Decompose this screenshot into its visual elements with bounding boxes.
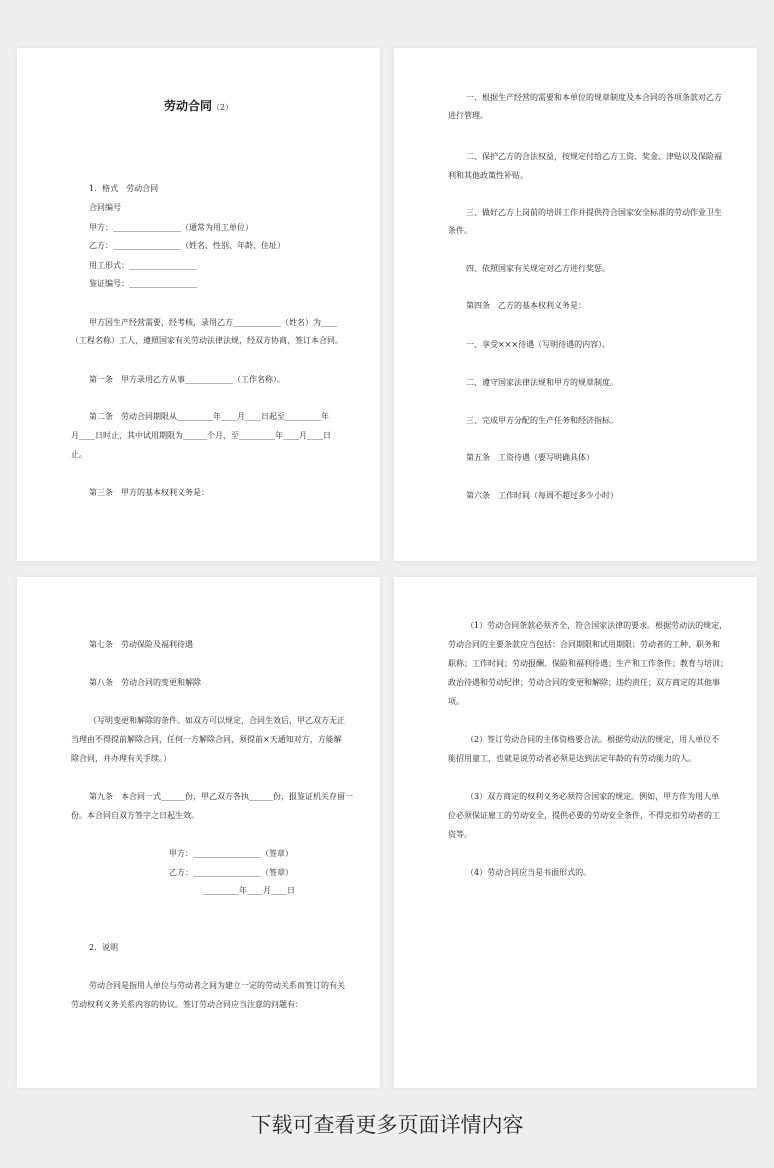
text-line: 第八条 劳动合同的变更和解除 bbox=[89, 678, 201, 687]
text-line: 第四条 乙方的基本权利义务是： bbox=[466, 301, 586, 310]
signature-line-party-b: 乙方：_________________（签章） bbox=[169, 868, 293, 877]
text-line: （1）劳动合同条款必须齐全，符合国家法律的要求。根据劳动法的规定， bbox=[466, 621, 728, 630]
text-line: 条件。 bbox=[448, 226, 472, 235]
footer-caption: 下载可查看更多页面详情内容 bbox=[250, 1113, 524, 1137]
text-line: 合同编号 bbox=[89, 203, 121, 212]
text-line: 鉴证编号：_________________ bbox=[89, 279, 197, 288]
text-line: 第七条 劳动保险及福利待遇 bbox=[89, 640, 193, 649]
text-line: 二、保护乙方的合法权益，按规定付给乙方工资、奖金、津贴以及保险福 bbox=[466, 152, 722, 161]
text-line: 一、根据生产经营的需要和本单位的规章制度及本合同的各项条款对乙方 bbox=[466, 93, 722, 102]
text-line: （工程名称）工人，遵照国家有关劳动法律法规，经双方协商，签订本合同。 bbox=[71, 336, 343, 345]
text-line: 职称；工作时间；劳动报酬、保险和福利待遇；生产和工作条件；教育与培训； bbox=[448, 659, 728, 668]
signature-line-party-a: 甲方：_________________（签章） bbox=[169, 849, 293, 858]
text-line: 甲方因生产经营需要，经考核，录用乙方____________（姓名）为____ bbox=[89, 318, 337, 327]
section-heading: 2．说明 bbox=[89, 943, 119, 952]
text-line: 一、享受×××待遇（写明待遇的内容）。 bbox=[466, 340, 611, 349]
text-line: 乙方：_________________（姓名、性别、年龄、住址） bbox=[89, 241, 285, 250]
text-line: （写明变更和解除的条件。如双方可以规定，合同生效后，甲乙双方无正 bbox=[89, 716, 345, 725]
document-page-1 bbox=[17, 48, 380, 561]
document-page-4 bbox=[394, 577, 757, 1088]
text-line: 第三条 甲方的基本权利义务是： bbox=[89, 488, 209, 497]
text-line: 止。 bbox=[71, 450, 87, 459]
title-text: 劳动合同 bbox=[163, 99, 212, 113]
title-suffix: （2） bbox=[211, 103, 234, 112]
text-line: 第九条 本合同一式______份，甲乙双方各执______份，报鉴证机关存留一 bbox=[89, 792, 353, 801]
text-line: 月____日时止，其中试用期限为______个月，至_________年____月____日 bbox=[71, 431, 331, 440]
text-line: 位必须保证雇工的劳动安全，提供必要的劳动安全条件，不得克扣劳动者的工 bbox=[448, 811, 720, 820]
text-line: 能招用童工，也就是说劳动者必须是达到法定年龄的有劳动能力的人。 bbox=[448, 754, 696, 763]
text-line: （4）劳动合同应当是书面形式的。 bbox=[466, 868, 592, 877]
text-line: （3）双方商定的权利义务必须符合国家的规定。例如，甲方作为用人单 bbox=[466, 792, 720, 801]
text-line: 利和其他政策性补贴。 bbox=[448, 171, 528, 180]
text-line: 资等。 bbox=[448, 830, 472, 839]
text-line: 1．格式 劳动合同 bbox=[89, 184, 159, 193]
text-line: 劳动合同是指用人单位与劳动者之间为建立一定的劳动关系而签订的有关 bbox=[89, 981, 345, 990]
text-line: 份。本合同自双方签字之日起生效。 bbox=[71, 811, 199, 820]
document-page-2 bbox=[394, 48, 757, 561]
text-line: 第五条 工资待遇（要写明确具体） bbox=[466, 453, 594, 462]
text-line: 劳动权利义务关系内容的协议。签订劳动合同应当注意的问题有： bbox=[71, 1000, 303, 1009]
text-line: 项。 bbox=[448, 697, 464, 706]
text-line: 当理由不得提前解除合同，任何一方解除合同，须提前×天通知对方，方能解 bbox=[71, 735, 342, 744]
document-title bbox=[17, 95, 380, 114]
text-line: 政治待遇和劳动纪律；劳动合同的变更和解除；违约责任；双方商定的其他事 bbox=[448, 678, 720, 687]
text-line: 第二条 劳动合同期限从_________年____月____日起至_________年 bbox=[89, 412, 329, 421]
text-line: 三、做好乙方上岗前的培训工作并提供符合国家安全标准的劳动作业卫生 bbox=[466, 208, 722, 217]
text-line: （2）签订劳动合同的主体资格要合法。根据劳动法的规定，用人单位不 bbox=[466, 735, 720, 744]
text-line: 三、完成甲方分配的生产任务和经济指标。 bbox=[466, 416, 618, 425]
text-line: 劳动合同的主要条款应当包括：合同期限和试用期限；劳动者的工种、职务和 bbox=[448, 640, 720, 649]
document-page-3 bbox=[17, 577, 380, 1088]
text-line: 用工形式：_________________ bbox=[89, 261, 197, 270]
text-line: 四、依照国家有关规定对乙方进行奖惩。 bbox=[466, 264, 610, 273]
text-line: 二、遵守国家法律法规和甲方的规章制度。 bbox=[466, 378, 618, 387]
text-line: 第六条 工作时间（每周不超过多少小时） bbox=[466, 491, 618, 500]
text-line: 除合同，并办理有关手续。） bbox=[71, 754, 171, 763]
text-line: 甲方：_________________（通常为用工单位） bbox=[89, 223, 253, 232]
text-line: 第一条 甲方录用乙方从事____________（工作名称）。 bbox=[89, 375, 285, 384]
text-line: 进行管理。 bbox=[448, 111, 488, 120]
date-line: _________年____月____日 bbox=[203, 886, 295, 895]
